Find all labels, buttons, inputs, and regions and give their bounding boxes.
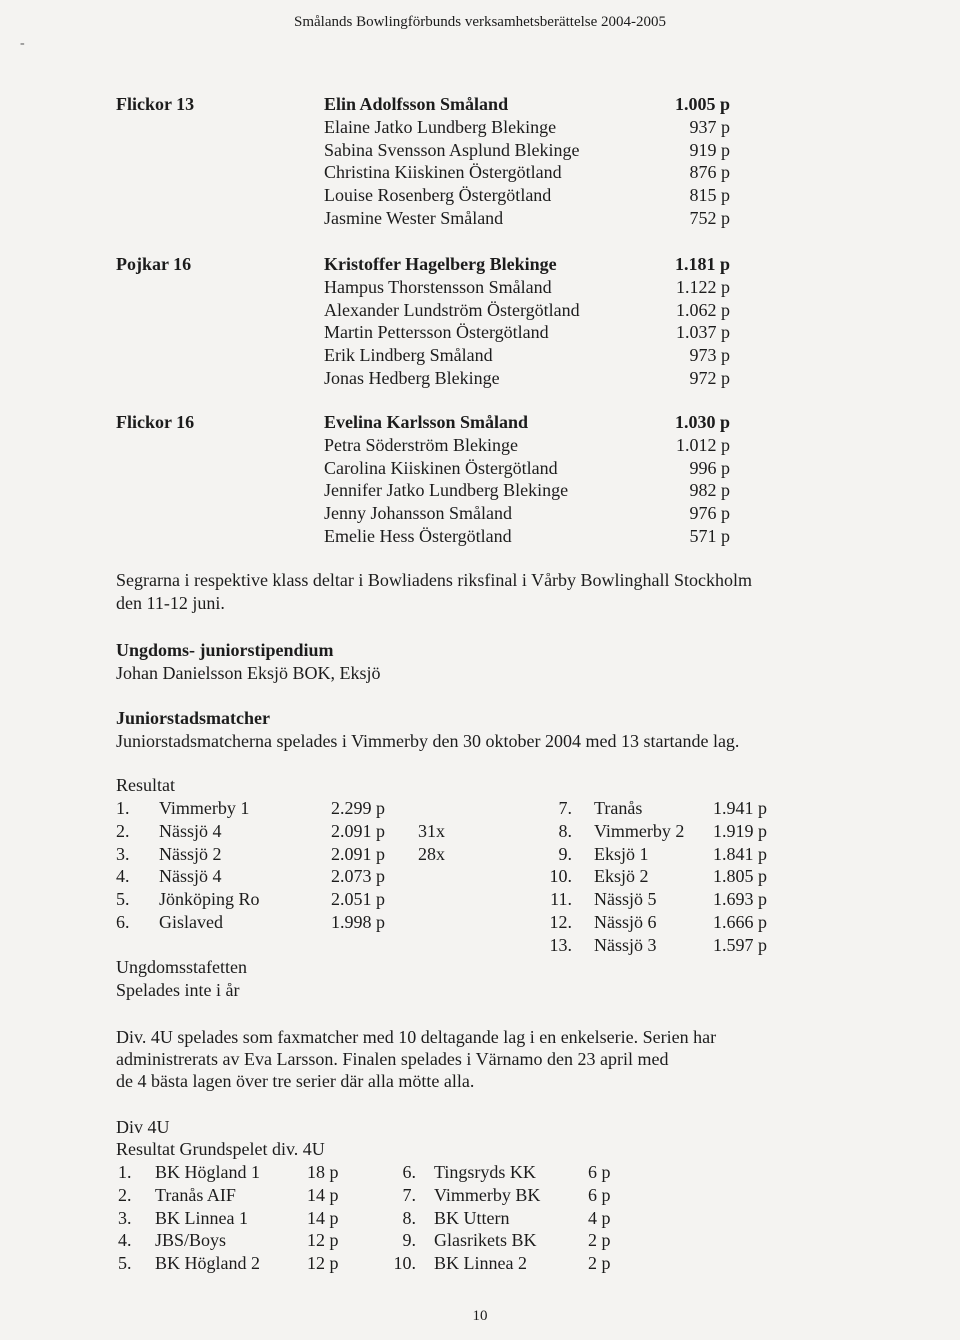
standing-points: 12 p [307, 1230, 339, 1251]
standing-rank: 5. [118, 1253, 132, 1274]
result-team: Tranås [594, 798, 643, 818]
player-name: Emelie Hess Östergötland [324, 526, 512, 546]
player-name: Jenny Johansson Småland [324, 503, 512, 524]
result-score: 2.073 p [331, 866, 385, 887]
standing-rank: 4. [118, 1230, 132, 1251]
standing-rank: 1. [118, 1162, 132, 1182]
result-note: 28x [418, 843, 445, 864]
relay-text: Spelades inte i år [116, 980, 240, 1000]
result-rank: 2. [116, 820, 130, 841]
result-rank: 5. [116, 889, 130, 910]
player-name: Alexander Lundström Östergötland [324, 299, 580, 320]
player-name: Kristoffer Hagelberg Blekinge [324, 254, 557, 274]
player-score: 1.037 p [676, 322, 730, 343]
player-name: Jasmine Wester Småland [324, 208, 504, 228]
div4u-note-line2: administrerats av Eva Larsson. Finalen spelades i Värnamo den 23 april med [116, 1049, 669, 1069]
standing-points: 12 p [307, 1253, 339, 1274]
standing-team: JBS/Boys [155, 1230, 227, 1251]
div4u-subtitle: Resultat Grundspelet div. 4U [116, 1139, 325, 1159]
result-team: Eksjö 1 [594, 843, 649, 864]
result-rank: 9. [558, 843, 572, 864]
result-score: 2.051 p [331, 889, 385, 910]
result-team: Nässjö 5 [594, 889, 657, 910]
page-number: 10 [472, 1308, 488, 1324]
relay-label: Ungdomsstafetten [116, 957, 247, 977]
div4u-note-line1: Div. 4U spelades som faxmatcher med 10 deltagande lag i en enkelserie. Serien har [116, 1027, 717, 1047]
standing-rank: 3. [118, 1207, 132, 1228]
standing-team: Tranås AIF [155, 1184, 236, 1205]
standing-team: Vimmerby BK [434, 1184, 541, 1205]
stipend-heading: Ungdoms- juniorstipendium [116, 640, 334, 660]
player-score: 937 p [689, 116, 730, 137]
div4u-title: Div 4U [116, 1117, 170, 1137]
player-score: 752 p [689, 208, 730, 228]
result-score: 2.091 p [331, 820, 385, 841]
player-score: 972 p [689, 368, 730, 388]
player-name: Carolina Kiiskinen Östergötland [324, 457, 558, 478]
player-name: Hampus Thorstensson Småland [324, 276, 552, 297]
player-score: 973 p [689, 345, 730, 366]
result-score: 1.693 p [713, 889, 767, 910]
standing-rank: 7. [402, 1184, 416, 1205]
result-score: 1.666 p [713, 912, 767, 932]
result-team: Vimmerby 1 [159, 798, 250, 818]
player-score: 876 p [689, 162, 730, 183]
player-name: Petra Söderström Blekinge [324, 434, 518, 455]
player-score: 1.181 p [674, 254, 730, 274]
result-team: Eksjö 2 [594, 866, 649, 887]
result-score: 1.919 p [713, 820, 767, 841]
standing-rank: 9. [402, 1230, 416, 1251]
player-score: 1.062 p [676, 299, 730, 320]
standing-points: 2 p [588, 1253, 611, 1274]
player-name: Sabina Svensson Asplund Blekinge [324, 139, 580, 160]
class-label: Flickor 13 [116, 94, 195, 114]
result-team: Nässjö 4 [159, 820, 222, 841]
stipend-text: Johan Danielsson Eksjö BOK, Eksjö [116, 663, 381, 683]
standing-team: BK Linnea 1 [155, 1207, 248, 1228]
class-label: Pojkar 16 [116, 254, 192, 274]
result-team: Gislaved [159, 912, 223, 932]
result-score: 2.091 p [331, 843, 385, 864]
result-score: 1.597 p [713, 934, 767, 955]
result-score: 1.841 p [713, 843, 767, 864]
player-score: 1.030 p [674, 412, 730, 432]
result-team: Nässjö 6 [594, 912, 657, 932]
player-score: 976 p [689, 503, 730, 524]
standing-rank: 6. [402, 1162, 416, 1182]
final-note-line2: den 11-12 juni. [116, 593, 225, 613]
result-rank: 10. [549, 866, 572, 887]
result-rank: 6. [116, 912, 130, 932]
standing-team: BK Linnea 2 [434, 1253, 527, 1274]
standing-team: Tingsryds KK [434, 1162, 536, 1182]
player-name: Evelina Karlsson Småland [324, 412, 529, 432]
player-name: Elin Adolfsson Småland [324, 94, 509, 114]
standing-team: BK Högland 1 [155, 1162, 260, 1182]
player-name: Erik Lindberg Småland [324, 345, 493, 366]
result-team: Jönköping Ro [159, 889, 260, 910]
class-label: Flickor 16 [116, 412, 195, 432]
standing-rank: 2. [118, 1184, 132, 1205]
standing-points: 18 p [307, 1162, 339, 1182]
player-score: 1.122 p [676, 276, 730, 297]
player-name: Jennifer Jatko Lundberg Blekinge [324, 480, 569, 501]
junior-matches-heading: Juniorstadsmatcher [116, 708, 270, 728]
player-score: 996 p [689, 457, 730, 478]
result-rank: 13. [549, 934, 572, 955]
result-rank: 1. [116, 798, 130, 818]
player-score: 919 p [689, 139, 730, 160]
result-rank: 7. [558, 798, 572, 818]
page-header: Smålands Bowlingförbunds verksamhetsberättelse 2004-2005 [293, 14, 667, 30]
results-label: Resultat [116, 775, 175, 795]
standing-rank: 8. [402, 1207, 416, 1228]
player-name: Jonas Hedberg Blekinge [324, 368, 500, 388]
result-team: Nässjö 2 [159, 843, 222, 864]
player-name: Martin Pettersson Östergötland [324, 322, 549, 343]
player-score: 982 p [689, 480, 730, 501]
result-score: 1.805 p [713, 866, 767, 887]
result-score: 1.941 p [713, 798, 767, 818]
junior-matches-text: Juniorstadsmatcherna spelades i Vimmerby den 30 oktober 2004 med 13 startande lag. [116, 731, 740, 751]
result-note: 31x [418, 820, 445, 841]
standing-points: 2 p [588, 1230, 611, 1251]
standing-points: 14 p [307, 1184, 339, 1205]
player-score: 815 p [689, 185, 730, 206]
player-score: 1.012 p [676, 434, 730, 455]
standing-team: BK Högland 2 [155, 1253, 260, 1274]
result-team: Vimmerby 2 [594, 820, 685, 841]
result-score: 1.998 p [331, 912, 385, 932]
header-mark: - [20, 36, 25, 51]
result-rank: 8. [558, 820, 572, 841]
div4u-note-line3: de 4 bästa lagen över tre serier där alla mötte alla. [116, 1071, 475, 1091]
result-team: Nässjö 3 [594, 934, 657, 955]
standing-points: 14 p [307, 1207, 339, 1228]
standing-team: Glasrikets BK [434, 1230, 537, 1251]
result-rank: 12. [549, 912, 572, 932]
player-name: Christina Kiiskinen Östergötland [324, 162, 562, 183]
player-score: 1.005 p [674, 94, 730, 114]
player-name: Elaine Jatko Lundberg Blekinge [324, 116, 557, 137]
standing-rank: 10. [393, 1253, 416, 1274]
result-score: 2.299 p [331, 798, 385, 818]
result-rank: 11. [550, 889, 572, 910]
player-score: 571 p [689, 526, 730, 546]
final-note-line1: Segrarna i respektive klass deltar i Bowliadens riksfinal i Vårby Bowlinghall Stockholm [116, 570, 753, 590]
player-name: Louise Rosenberg Östergötland [324, 185, 552, 206]
standing-points: 6 p [588, 1184, 611, 1205]
result-rank: 4. [116, 866, 130, 887]
standing-points: 4 p [588, 1207, 611, 1228]
result-rank: 3. [116, 843, 130, 864]
result-team: Nässjö 4 [159, 866, 222, 887]
standing-team: BK Uttern [434, 1207, 510, 1228]
standing-points: 6 p [588, 1162, 611, 1182]
